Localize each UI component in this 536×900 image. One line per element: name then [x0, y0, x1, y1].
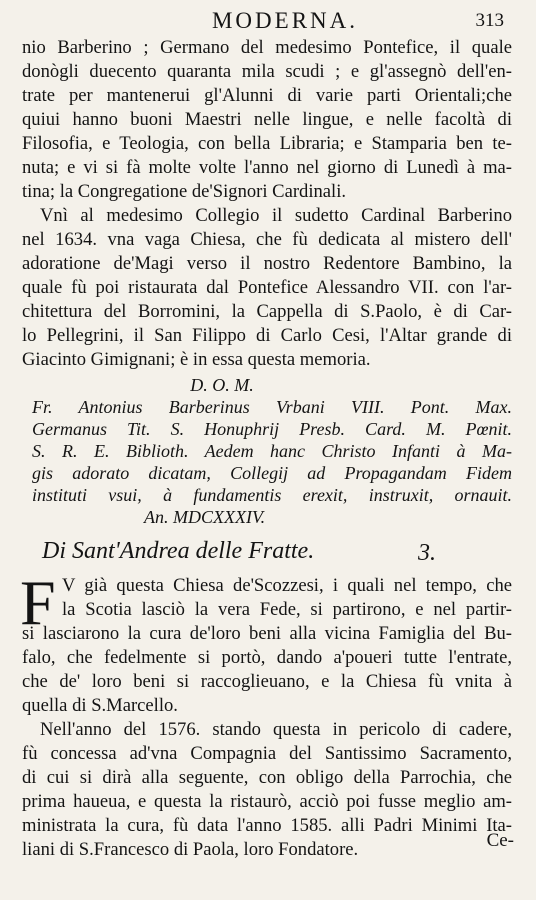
text-line: nuta; e vi si fà molte volte l'anno nel giorno di Lunedì à ma- [22, 157, 512, 178]
text-line: chitettura del Borromini, la Cappella di S.Paolo, è di Car- [22, 301, 512, 322]
inscription-line: S. R. E. Biblioth. Aedem hanc Christo Infanti à Ma- [32, 441, 512, 461]
page-header [22, 8, 512, 36]
inscription-dom: D. O. M. [190, 375, 254, 395]
text-line: donògli duecento quaranta mila scudi ; e gl'assegnò dell'en- [22, 61, 512, 82]
section-paragraph [20, 567, 512, 718]
section-paragraph-2 [22, 718, 512, 862]
text-line: nel 1634. vna vaga Chiesa, che fù dedicata al mistero dell' [22, 229, 512, 250]
text-line: Nell'anno del 1576. stando questa in pericolo di cadere, [40, 719, 512, 740]
text-line: che de' loro beni si raccoglieuano, e la Chiesa fù vnita à [22, 671, 512, 692]
text-line: Vnì al medesimo Collegio il sudetto Cardinal Barberino [40, 205, 512, 226]
text-line: nio Barberino ; Germano del medesimo Pontefice, il quale [22, 37, 512, 58]
inscription [22, 374, 512, 528]
drop-cap: F [20, 567, 56, 638]
text-line: liani di S.Francesco di Paola, loro Fondatore. [22, 839, 359, 860]
text-line: Giacinto Gimignani; è in essa questa memoria. [22, 349, 371, 370]
text-line: adoratione de'Magi verso il nostro Redentore Bambino, la [22, 253, 512, 274]
text-line: prima haueua, e questa la ristaurò, acciò poi fusse meglio am- [22, 791, 512, 812]
text-line: la Scotia lasciò la vera Fede, si partirono, e nel partir- [62, 599, 512, 620]
text-line: falo, che fedelmente si portò, dando a'poueri tutte l'entrate, [22, 647, 512, 668]
text-line: Filosofia, e Teologia, con bella Libraria; e Stamparia ben te- [22, 133, 512, 154]
page-number: 313 [475, 10, 504, 31]
text-line: quale fù poi ristaurata dal Pontefice Alessandro VII. con l'ar- [22, 277, 512, 298]
text-line: quella di S.Marcello. [22, 695, 178, 716]
section-heading [22, 536, 512, 570]
text-line: V già questa Chiesa de'Scozzesi, i quali nel tempo, che [62, 575, 512, 596]
catchword: Ce- [486, 830, 514, 851]
section-title: Di Sant'Andrea delle Fratte. [42, 538, 315, 564]
inscription-line: Germanus Tit. S. Honuphrij Presb. Card. M. Pœnit. [32, 419, 512, 439]
inscription-date: An. MDCXXXIV. [144, 507, 266, 527]
running-title: MODERNA. [211, 8, 359, 33]
main-text [22, 36, 512, 372]
text-line: trate per mantenerui gl'Alunni di varie parti Orientali;che [22, 85, 512, 106]
inscription-line: instituti vsui, à fundamentis erexit, instruxit, ornauit. [32, 485, 512, 505]
text-line: tina; la Congregatione de'Signori Cardinali. [22, 181, 347, 202]
section-number: 3. [418, 540, 436, 566]
text-line: lo Pellegrini, il San Filippo di Carlo Cesi, l'Altar grande di [22, 325, 512, 346]
text-line: di cui si dirà alla seguente, con obligo della Parrochia, che [22, 767, 512, 788]
inscription-line: gis adorato dicatam, Collegij ad Propagandam Fidem [32, 463, 512, 483]
text-line: quiui hanno buoni Maestri nelle lingue, e nelle facoltà di [22, 109, 512, 130]
text-line: si lasciarono la cura de'loro beni alla vicina Famiglia del Bu- [22, 623, 512, 644]
text-line: fù concessa ad'vna Compagnia del Santissimo Sacramento, [22, 743, 512, 764]
text-line: ministrata la cura, fù data l'anno 1585. alli Padri Minimi Ita- [22, 815, 512, 836]
inscription-line: Fr. Antonius Barberinus Vrbani VIII. Pont. Max. [32, 397, 512, 417]
